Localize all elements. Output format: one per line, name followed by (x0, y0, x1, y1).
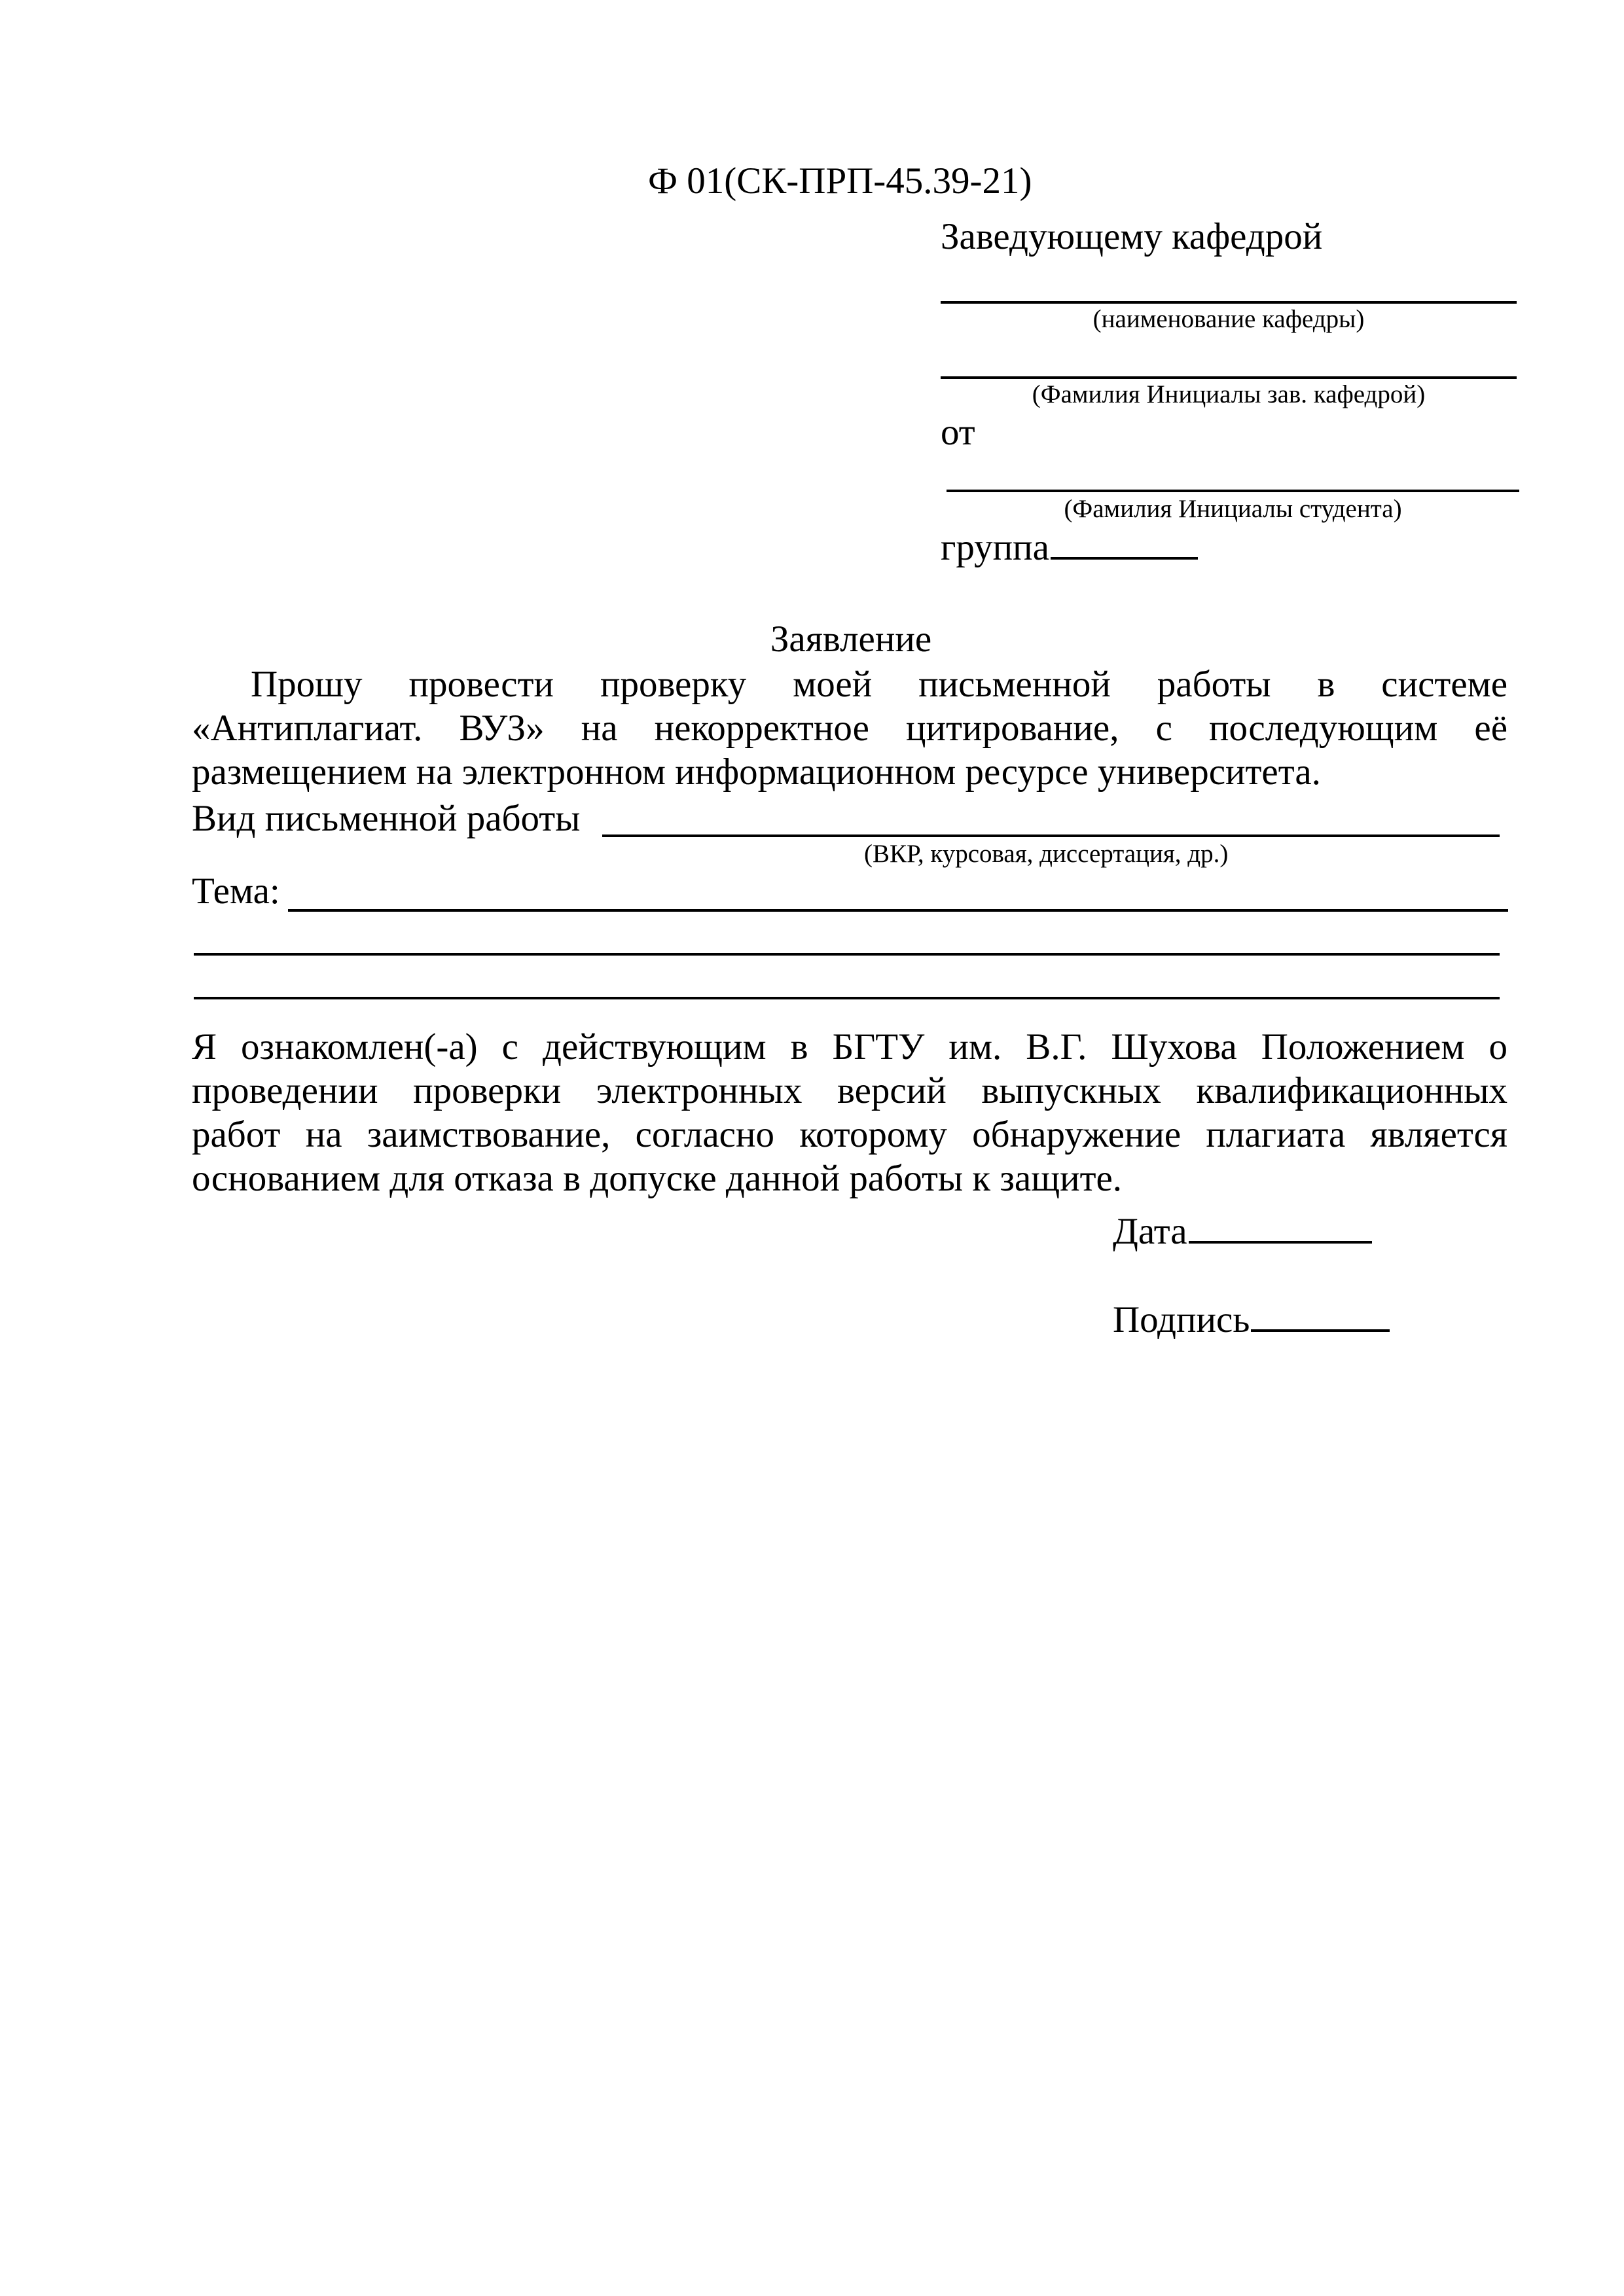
signature-row (1113, 1301, 1390, 1338)
form-code: Ф 01(СК-ПРП-45.39-21) (648, 160, 1032, 202)
department-field-line[interactable] (941, 301, 1517, 304)
acknowledgement-line: основанием для отказа в допуске данной работы к защите. (192, 1158, 1123, 1199)
signature-label: Подпись (1113, 1299, 1250, 1340)
acknowledgement-line: Я ознакомлен(-а) с действующим в БГТУ им. В.Г. Шухова Положением о (192, 1026, 1507, 1067)
topic-field-line-2[interactable] (194, 953, 1500, 956)
date-label: Дата (1113, 1211, 1187, 1252)
group-label: группа (941, 527, 1049, 568)
request-line: «Антиплагиат. ВУЗ» на некорректное цитирование, с последующим её (192, 708, 1507, 749)
topic-field-line-1[interactable] (288, 909, 1508, 912)
work-type-label: Вид письменной работы (192, 798, 581, 839)
group-row (941, 529, 1198, 566)
topic-label: Тема: (192, 870, 280, 912)
group-field-line[interactable] (1051, 557, 1198, 560)
document-title: Заявление (770, 619, 932, 660)
topic-field-line-3[interactable] (194, 997, 1500, 999)
department-caption: (наименование кафедры) (1092, 305, 1365, 333)
from-label: от (941, 412, 975, 453)
acknowledgement-line: работ на заимствование, согласно которому обнаружение плагиата является (192, 1114, 1507, 1155)
signature-field-line[interactable] (1251, 1329, 1390, 1332)
acknowledgement-paragraph (192, 1025, 1507, 1200)
request-line: Прошу провести проверку моей письменной работы в системе (251, 664, 1507, 705)
request-paragraph (192, 662, 1507, 794)
date-field-line[interactable] (1189, 1241, 1372, 1244)
student-name-caption: (Фамилия Инициалы студента) (1064, 495, 1402, 523)
date-row (1113, 1213, 1372, 1250)
work-type-caption: (ВКР, курсовая, диссертация, др.) (864, 840, 1229, 868)
work-type-field-line[interactable] (602, 834, 1500, 837)
student-name-field-line[interactable] (947, 490, 1519, 492)
head-name-caption: (Фамилия Инициалы зав. кафедрой) (1032, 380, 1426, 408)
acknowledgement-line: проведении проверки электронных версий выпускных квалификационных (192, 1070, 1507, 1111)
head-name-field-line[interactable] (941, 376, 1517, 379)
addressee-to-label: Заведующему кафедрой (941, 216, 1323, 257)
request-line: размещением на электронном информационном ресурсе университета. (192, 751, 1321, 793)
